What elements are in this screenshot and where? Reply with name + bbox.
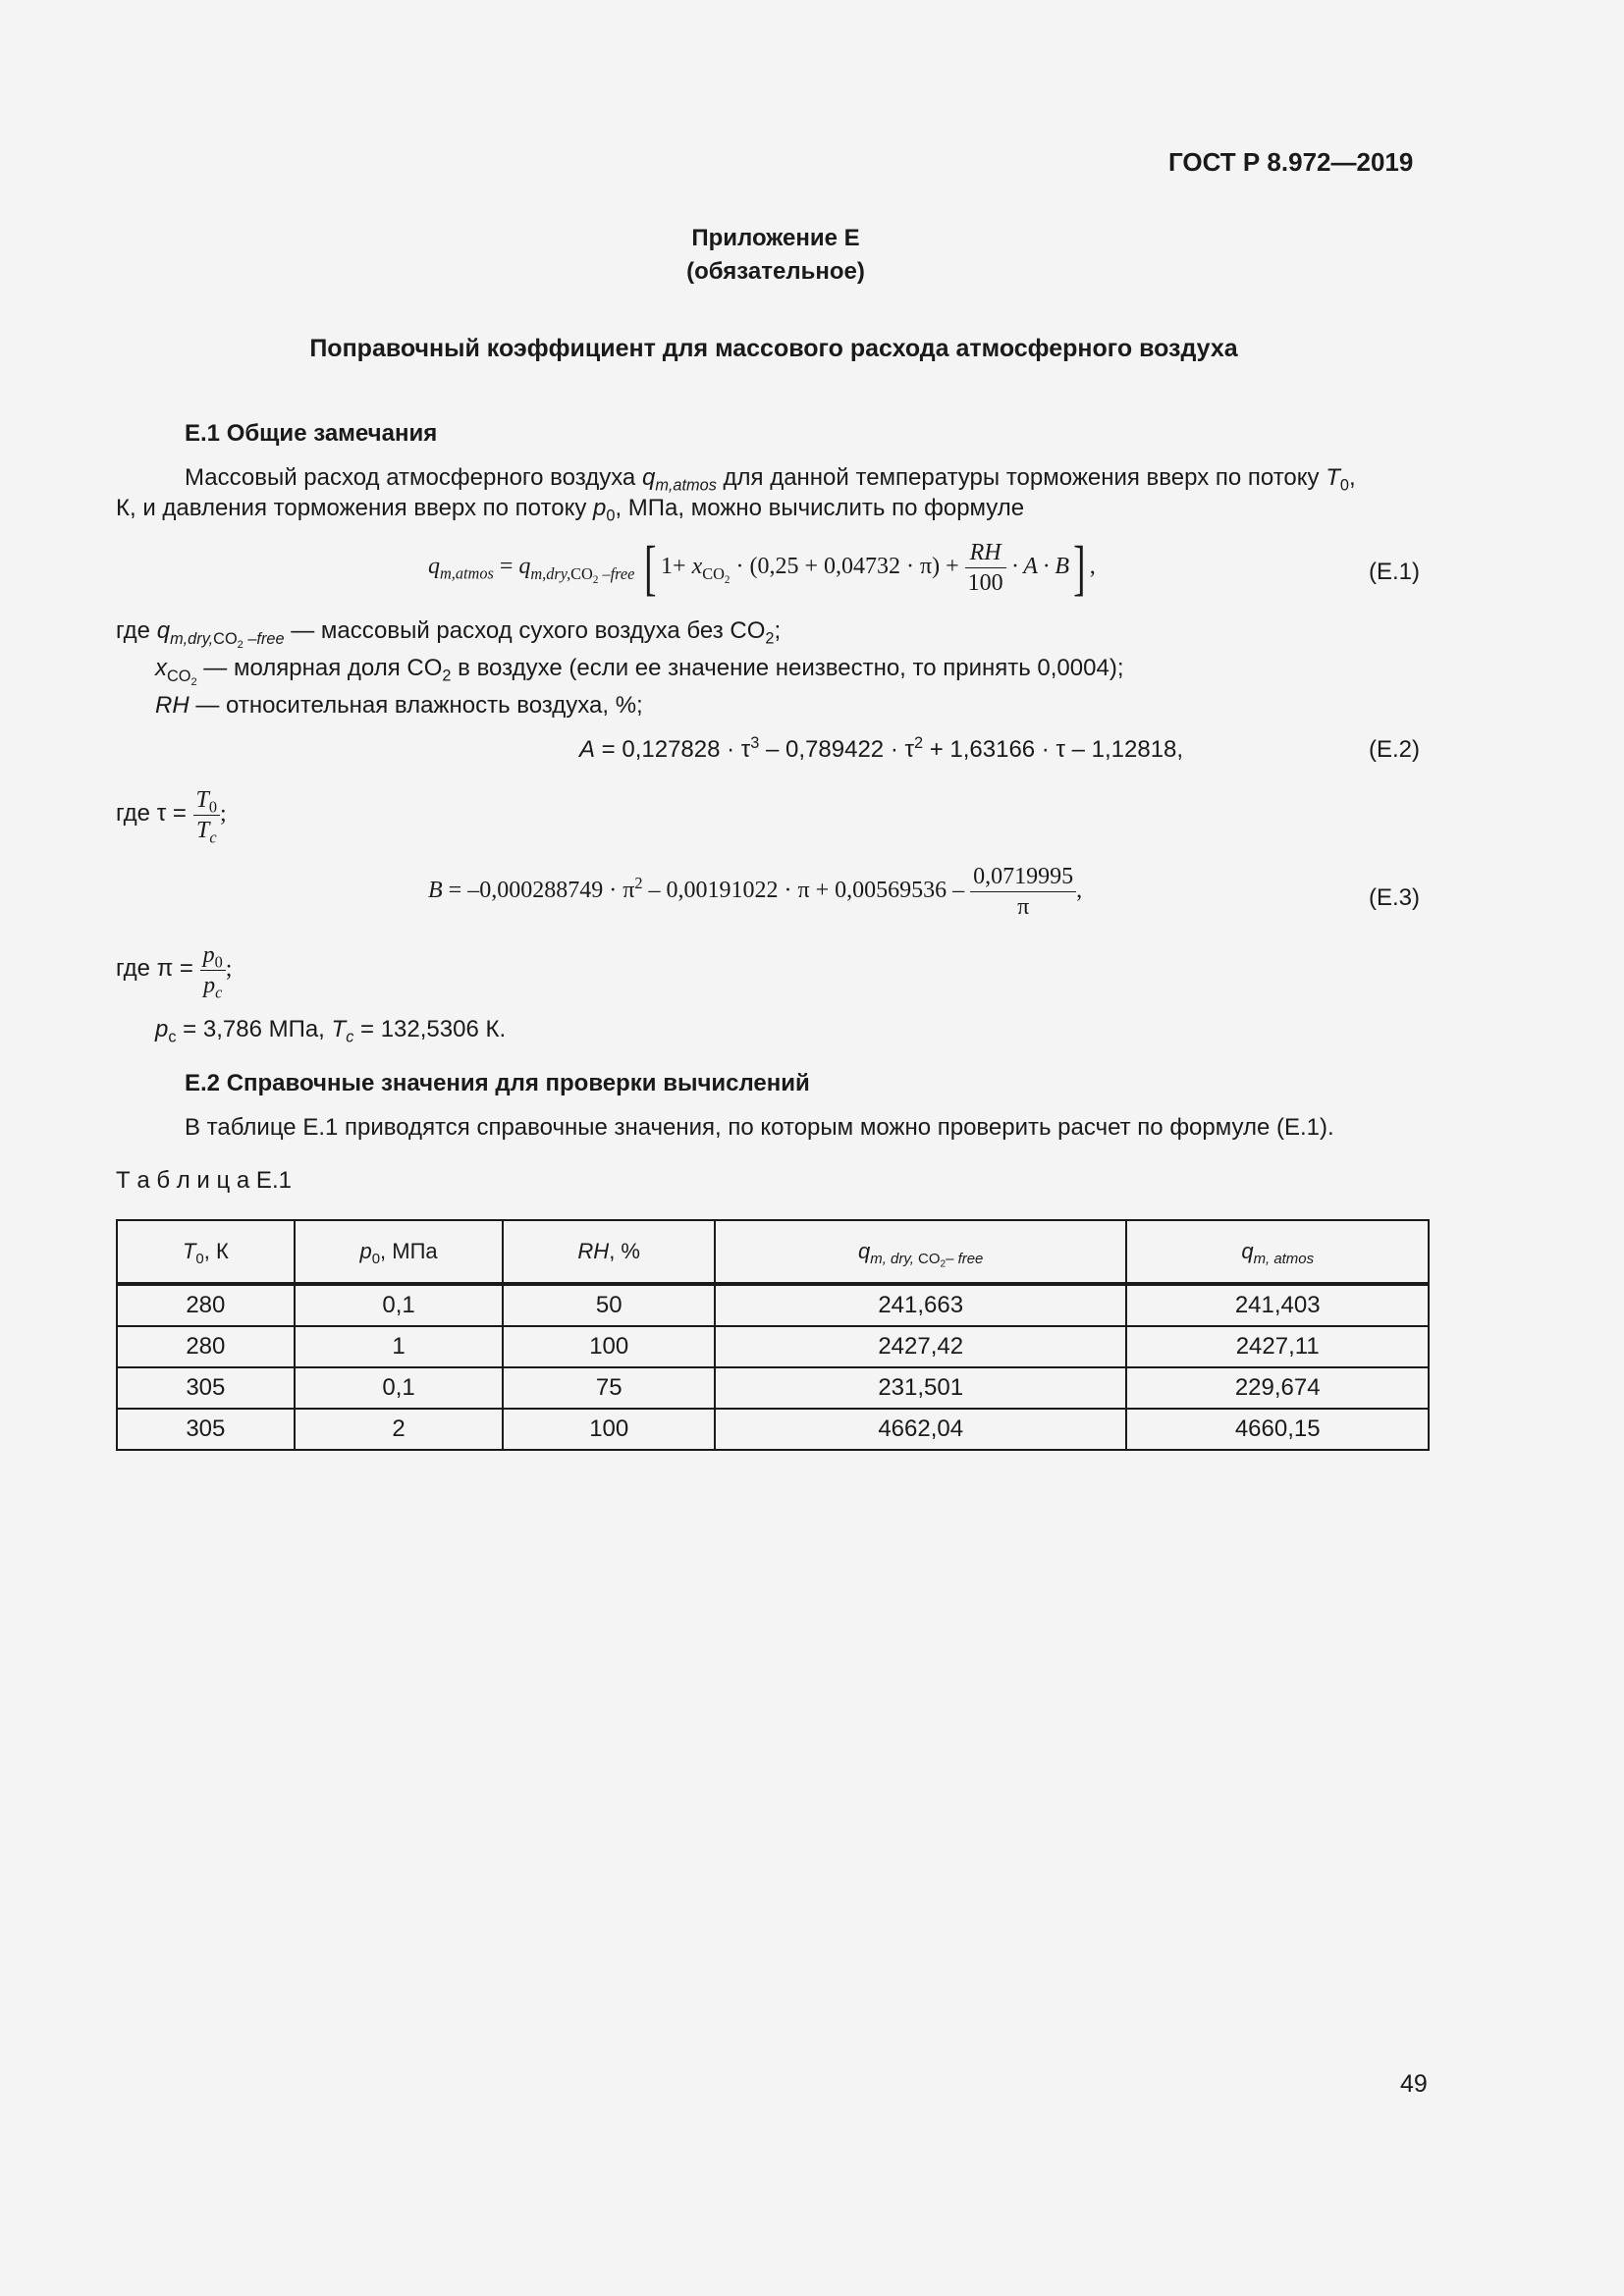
- q-symbol: q: [641, 464, 656, 491]
- where1-sub-b: –free: [243, 629, 285, 648]
- section-e2-text: В таблице Е.1 приводятся справочные значения, по которым можно проверить расчет по формуле (Е.1).: [185, 1114, 1334, 1141]
- where2-x: x: [155, 655, 167, 681]
- header-p: p: [359, 1239, 372, 1263]
- eq3-fraction: [970, 862, 1076, 922]
- eq2-pow3: 3: [750, 734, 760, 753]
- equation-e3: [428, 862, 1082, 922]
- header-t-unit: , К: [203, 1239, 229, 1263]
- eq1-middle: · (0,25 + 0,04732 · π) +: [730, 554, 965, 580]
- where1-prefix: где: [116, 617, 157, 644]
- cell-q-dry: 4662,04: [715, 1409, 1126, 1450]
- table-row: [117, 1284, 1429, 1326]
- where2-two: 2: [190, 675, 197, 688]
- header-pressure: [295, 1220, 504, 1284]
- tau-den-t: T: [195, 818, 210, 843]
- eq1-rhs-q: q: [518, 554, 531, 580]
- eq1-lhs: q: [428, 554, 440, 580]
- table-row: [117, 1409, 1429, 1450]
- where1-end: ;: [774, 617, 782, 644]
- eq3-frac-num: 0,0719995: [970, 862, 1076, 892]
- eq1-end: ,: [1089, 554, 1096, 580]
- header-temperature: [117, 1220, 295, 1284]
- cell-p0: 1: [295, 1326, 504, 1367]
- where1-co2-two: 2: [765, 629, 775, 648]
- eq1-one-plus: 1+: [661, 554, 692, 580]
- cell-p0: 2: [295, 1409, 504, 1450]
- where2-text: — молярная доля CO: [196, 655, 443, 681]
- eq1-x-two: 2: [724, 573, 731, 586]
- eq2-body-b: – 0,789422 · τ: [759, 736, 914, 763]
- eq3-body-b: – 0,00191022 · π + 0,00569536 –: [642, 878, 971, 904]
- section-heading-e2: Е.2 Справочные значения для проверки вычислений: [185, 1070, 810, 1096]
- page-number: 49: [1400, 2070, 1428, 2098]
- eq1-lhs-sub: m,atmos: [440, 563, 494, 583]
- pi-num-sub: 0: [214, 952, 223, 972]
- q-subscript: m,atmos: [655, 476, 717, 495]
- eq3-pow2: 2: [634, 874, 643, 893]
- where2-co: CO: [167, 667, 191, 685]
- p-symbol: p: [593, 495, 607, 521]
- header-q2: q: [1241, 1239, 1254, 1263]
- eq1-rhs-sub-a: m,dry,: [530, 563, 571, 583]
- reference-table: [116, 1219, 1430, 1451]
- cell-t0: 280: [117, 1284, 295, 1326]
- t-subscript: 0: [1339, 476, 1349, 495]
- tau-den-sub: c: [209, 828, 217, 847]
- cell-t0: 280: [117, 1326, 295, 1367]
- header-q1-two: 2: [940, 1258, 947, 1270]
- tau-semi: ;: [220, 801, 227, 828]
- header-p-sub: 0: [371, 1251, 381, 1268]
- where1-sub: m,dry,: [170, 629, 214, 648]
- tau-fraction: [193, 785, 221, 845]
- pi-prefix: где π =: [116, 955, 200, 983]
- tc-symbol: T: [331, 1016, 347, 1042]
- where-line-2: [155, 654, 1124, 688]
- intro-text-c: К, и давления торможения вверх по потоку: [116, 495, 593, 521]
- tc-sub: c: [346, 1028, 354, 1046]
- cell-p0: 0,1: [295, 1284, 504, 1326]
- comma: ,: [1348, 464, 1356, 491]
- cell-q-atmos: 4660,15: [1126, 1409, 1429, 1450]
- header-q-atmos: [1126, 1220, 1429, 1284]
- where1-q: q: [156, 617, 171, 644]
- cell-q-atmos: 2427,11: [1126, 1326, 1429, 1367]
- tau-definition: [116, 785, 227, 845]
- eq2-body-a: = 0,127828 · τ: [595, 736, 751, 763]
- pi-den-sub: c: [215, 983, 223, 1002]
- pc-sub: c: [168, 1028, 177, 1046]
- eq3-frac-den: π: [1017, 894, 1030, 920]
- tau-den: [193, 816, 221, 845]
- main-title: Поправочный коэффициент для массового расхода атмосферного воздуха: [309, 335, 1238, 362]
- pi-definition: [116, 940, 232, 1000]
- eq2-body-c: + 1,63166 · τ – 1,12818,: [923, 736, 1184, 763]
- cell-rh: 50: [503, 1284, 715, 1326]
- header-q-dry: [715, 1220, 1126, 1284]
- header-t: T: [182, 1239, 196, 1263]
- where2-text-b: в воздухе (если ее значение неизвестно, то принять 0,0004);: [451, 655, 1124, 681]
- tau-num-t: T: [195, 787, 209, 813]
- cell-rh: 100: [503, 1409, 715, 1450]
- table-caption: Т а б л и ц а Е.1: [116, 1167, 292, 1194]
- eq2-label: (Е.2): [1369, 736, 1421, 763]
- eq2-a: A: [579, 736, 596, 763]
- eq2-pow2: 2: [913, 734, 924, 753]
- critical-values: [155, 1015, 506, 1044]
- pi-den-p: p: [203, 973, 216, 998]
- cell-q-atmos: 229,674: [1126, 1367, 1429, 1409]
- eq1-frac-num: RH: [965, 538, 1006, 568]
- cell-p0: 0,1: [295, 1367, 504, 1409]
- pi-num: [200, 940, 226, 971]
- table-row: [117, 1367, 1429, 1409]
- eq1-bracket-open: [: [644, 534, 657, 602]
- pi-semi: ;: [225, 956, 233, 983]
- tc-value: = 132,5306 К.: [353, 1016, 507, 1042]
- tau-num-sub: 0: [208, 797, 218, 817]
- eq3-b: B: [428, 878, 443, 904]
- where3-text: — относительная влажность воздуха, %;: [189, 692, 643, 719]
- header-rh-unit: , %: [609, 1239, 640, 1263]
- header-q1-sub-a: m, dry,: [870, 1250, 919, 1267]
- section-heading-e1: Е.1 Общие замечания: [185, 420, 438, 447]
- cell-t0: 305: [117, 1367, 295, 1409]
- eq1-fraction: [965, 538, 1006, 598]
- header-q1-sub-b: – free: [946, 1250, 984, 1267]
- appendix-title: Приложение Е: [691, 225, 860, 251]
- pc-value: = 3,786 МПа,: [176, 1016, 332, 1042]
- intro-text-b: для данной температуры торможения вверх по потоку: [716, 464, 1326, 491]
- eq3-end: ,: [1076, 878, 1083, 904]
- header-t-sub: 0: [195, 1251, 204, 1268]
- intro-text-d: , МПа, можно вычислить по формуле: [615, 495, 1025, 521]
- where1-co: CO: [213, 629, 238, 648]
- eq1-frac-den: 100: [967, 570, 1003, 596]
- intro-line-2: [116, 494, 1024, 523]
- cell-q-atmos: 241,403: [1126, 1284, 1429, 1326]
- t-symbol: T: [1326, 464, 1340, 491]
- equation-e1: [428, 534, 1096, 602]
- eq1-two: 2: [592, 573, 599, 586]
- cell-t0: 305: [117, 1409, 295, 1450]
- eq1-co: CO: [570, 563, 593, 583]
- tau-prefix: где τ =: [116, 800, 193, 828]
- eq1-rhs-sub-b: –free: [598, 563, 635, 583]
- p-subscript: 0: [606, 507, 616, 525]
- where3-rh: RH: [155, 692, 189, 719]
- cell-rh: 100: [503, 1326, 715, 1367]
- header-p-unit: , МПа: [380, 1239, 438, 1263]
- table-row: [117, 1326, 1429, 1367]
- pi-num-p: p: [202, 942, 215, 968]
- header-humidity: [503, 1220, 715, 1284]
- header-q2-sub: m, atmos: [1253, 1251, 1315, 1268]
- pi-fraction: [200, 940, 226, 1000]
- header-rh: RH: [577, 1239, 610, 1263]
- where-line-1: [116, 616, 782, 651]
- equation-e2: [579, 735, 1183, 765]
- header-q1: q: [858, 1238, 871, 1263]
- intro-line-1: [185, 463, 1356, 493]
- table-header-row: [117, 1220, 1429, 1284]
- where2-co2-two: 2: [442, 667, 452, 685]
- eq1-bracket-close: ]: [1073, 534, 1086, 602]
- tau-num: [193, 785, 221, 816]
- standard-number: ГОСТ Р 8.972—2019: [1168, 147, 1414, 177]
- where-line-3: [155, 691, 643, 721]
- cell-q-dry: 2427,42: [715, 1326, 1126, 1367]
- eq1-tail: · A · B: [1005, 554, 1070, 580]
- intro-text-a: Массовый расход атмосферного воздуха: [185, 464, 642, 491]
- pc-symbol: p: [155, 1016, 169, 1042]
- eq1-label: (Е.1): [1369, 559, 1421, 585]
- eq3-body-a: = –0,000288749 · π: [442, 878, 635, 904]
- cell-rh: 75: [503, 1367, 715, 1409]
- eq1-equals: =: [493, 554, 519, 580]
- eq1-x-co: CO: [702, 563, 725, 583]
- appendix-status: (обязательное): [686, 258, 865, 285]
- eq1-x: x: [691, 554, 703, 580]
- cell-q-dry: 241,663: [715, 1284, 1126, 1326]
- header-q1-co: CO: [918, 1250, 941, 1267]
- eq3-label: (Е.3): [1369, 884, 1421, 911]
- pi-den: [200, 971, 226, 1000]
- where1-text: — массовый расход сухого воздуха без CO: [284, 617, 766, 644]
- where1-two: 2: [237, 638, 244, 651]
- cell-q-dry: 231,501: [715, 1367, 1126, 1409]
